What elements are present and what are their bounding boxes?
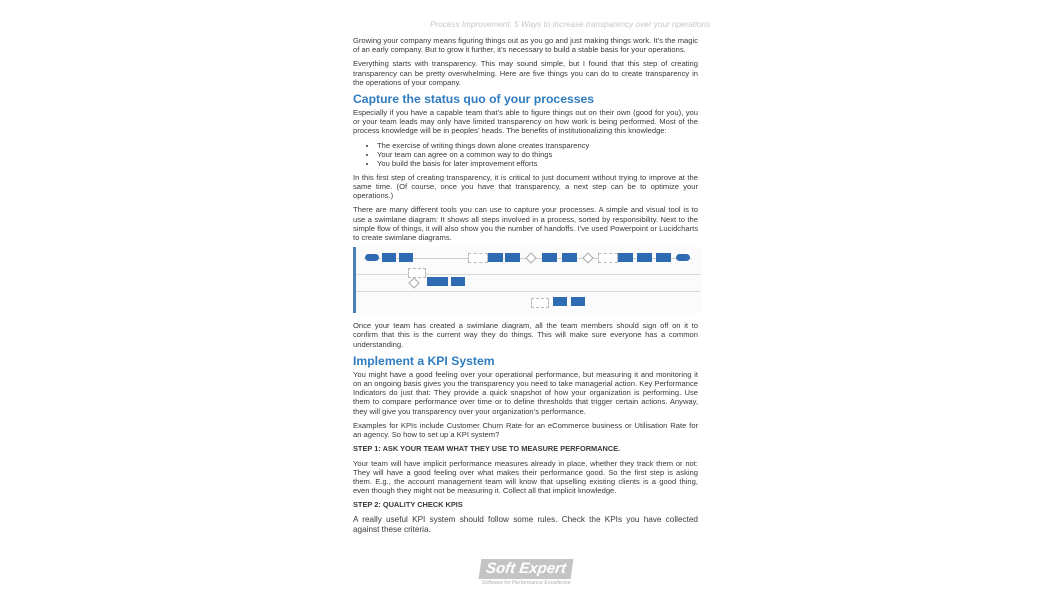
process-step-shape	[427, 277, 448, 286]
process-step-shape	[488, 253, 503, 262]
article-body	[353, 36, 698, 540]
swimlane-diagram-image	[353, 247, 701, 313]
process-step-shape	[451, 277, 465, 286]
list-item: • You build the basis for later improvement efforts	[377, 159, 698, 168]
logo-wordmark: Soft Expert	[479, 559, 574, 579]
step-1-heading: STEP 1: ASK YOUR TEAM WHAT THEY USE TO MEASURE PERFORMANCE.	[353, 444, 621, 454]
process-step-shape	[562, 253, 577, 262]
process-step-shape	[553, 297, 567, 306]
logo-tagline: Software for Performance Excellence	[481, 580, 571, 586]
status-quo-paragraph-4: Once your team has created a swimlane diagram, all the team members should sign off on it to confirm that this is the current way they do things. This will make sure everyone has a common understanding.	[353, 321, 698, 349]
process-note-shape	[598, 253, 618, 263]
list-item: • Your team can agree on a common way to do things	[377, 150, 698, 159]
process-start-shape	[365, 254, 379, 261]
lane-divider	[356, 291, 701, 292]
process-note-shape	[531, 298, 549, 308]
process-step-shape	[505, 253, 520, 262]
decision-shape	[582, 253, 593, 264]
benefits-list	[353, 141, 698, 169]
kpi-paragraph-3: Your team will have implicit performance measures already in place, whether they track them or not: They will have a good feeling over what makes their performance good. So the first step is asking them. E.g., the account management team will know that upselling existing clients is a good thing, even though they might not be measuring it. Collect all that implicit knowledge.	[353, 458, 698, 496]
process-step-shape	[542, 253, 557, 262]
process-step-shape	[618, 253, 633, 262]
process-step-shape	[382, 253, 396, 262]
process-step-shape	[399, 253, 413, 262]
intro-paragraph-2: Everything starts with transparency. This may sound simple, but I found that this step of creating transparency can be pretty overwhelming. Here are five things you can do to create transparency in the operations of your company.	[353, 59, 698, 87]
process-end-shape	[676, 254, 690, 261]
process-note-shape	[468, 253, 488, 263]
kpi-paragraph-1: You might have a good feeling over your operational performance, but measuring it and monitoring it on an ongoing basis gives you the transparency you need to take managerial action. Key Performance Indicators do just that: They provide a quick snapshot of how your organization is performing. Use them to compare performance over time or to define thresholds that trigger certain actions. Anyway, they will give you transparency over your organization’s performance.	[353, 369, 698, 416]
process-step-shape	[571, 297, 585, 306]
decision-shape	[408, 278, 419, 289]
status-quo-paragraph-1: Especially if you have a capable team that’s able to figure things out on their own (good for you), you or your team leads may only have limited transparency on how work is being performed. Most of the process knowledge will be in peoples’ heads. The benefits of institutionalizing this knowledge:	[353, 108, 698, 136]
kpi-paragraph-2: Examples for KPIs include Customer Churn Rate for an eCommerce business or Utilisation Rate for an agency. So how to set up a KPI system?	[353, 420, 698, 440]
list-item: • The exercise of writing things down alone creates transparency	[377, 141, 698, 150]
running-title: Process Improvement: 5 Ways to increase transparency over your operations	[430, 20, 711, 29]
decision-shape	[525, 253, 536, 264]
section-heading-kpi: Implement a KPI System	[353, 353, 495, 368]
process-note-shape	[408, 268, 426, 278]
section-heading-status-quo: Capture the status quo of your processes	[353, 92, 595, 107]
softexpert-logo	[471, 559, 581, 595]
status-quo-paragraph-2: In this first step of creating transparency, it is critical to just document without trying to improve at the same time. (Of course, once you have that transparency, a next step can be to optimize your operations.)	[353, 172, 698, 201]
step-2-heading: STEP 2: QUALITY CHECK KPIS	[353, 500, 463, 510]
kpi-paragraph-4: A really useful KPI system should follow some rules. Check the KPIs you have collected against these criteria.	[353, 514, 698, 534]
status-quo-paragraph-3: There are many different tools you can use to capture your processes. A simple and visual tool is to use a swimlane diagram: It shows all steps involved in a process, sorted by responsibility. Next to the simple flow of things, it will also show you the number of handoffs. I’ve used Powerpoint or Lucidcharts to create swimlane diagrams.	[353, 205, 698, 243]
intro-paragraph-1: Growing your company means figuring things out as you go and just making things work. It’s the magic of an early company. But to grow it further, it’s necessary to build a stable basis for your operations.	[353, 36, 698, 55]
process-step-shape	[637, 253, 652, 262]
process-step-shape	[656, 253, 671, 262]
